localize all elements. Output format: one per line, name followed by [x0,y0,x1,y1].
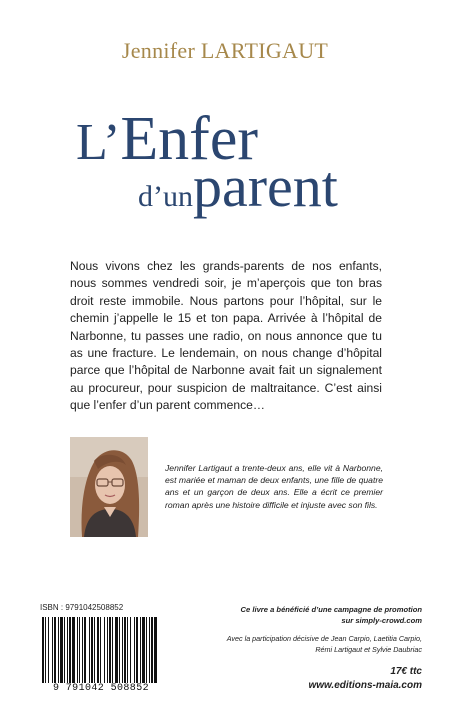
credits-line-1: Avec la participation décisive de Jean Carpio, Laetitia Carpio, [226,634,422,643]
isbn-label: ISBN : 9791042508852 [40,603,124,612]
title-word-enfer: Enfer [120,105,258,173]
isbn-barcode [40,617,158,683]
author-photo [70,437,148,537]
author-portrait-image [70,437,148,537]
author-name: Jennifer LARTIGAUT [121,38,329,63]
author-bio: Jennifer Lartigaut a trente-deux ans, elle vit à Narbonne, est mariée et maman de deux enfants, une fille de quatre ans et un garçon de deux ans. Elle a écrit ce premier roman après une histoire difficile et injuste avec son fils. [165,463,383,510]
promo-line-2: sur simply-crowd.com [341,615,422,625]
credits-line-2: Rémi Lartigaut et Sylvie Daubriac [315,644,422,654]
back-cover-synopsis: Nous vivons chez les grands-parents de nos enfants, nous sommes vendredi soir, je m’aperçois que ton bras droit reste immobile. Nous partons pour l’hôpital, sur le chemin j’appelle le 15 et ton papa. Arrivée à l’hôpital de Narbonne, tu passes une radio, on nous annonce que tu as une fracture. Le lendemain, on nous change d’hôpital parce que l’hôpital de Narbonne avait fait un signalement au procureur, pour suspicion de maltraitance. C’est ainsi que l’enfer d’un parent commence… [70,259,382,413]
price: 17€ ttc [390,666,422,677]
title-line-2 [138,154,338,219]
promo-note [202,605,422,626]
title-word-parent: parent [193,154,338,219]
credits-note [202,634,422,655]
title-prefix-dun: d’un [138,180,193,213]
title-prefix-l: L’ [76,114,121,171]
publisher-website: www.editions-maia.com [308,680,422,691]
promo-line-1: Ce livre a bénéficié d’une campagne de promotion [240,605,422,614]
barcode-number: 9 791042 508852 [52,683,149,694]
